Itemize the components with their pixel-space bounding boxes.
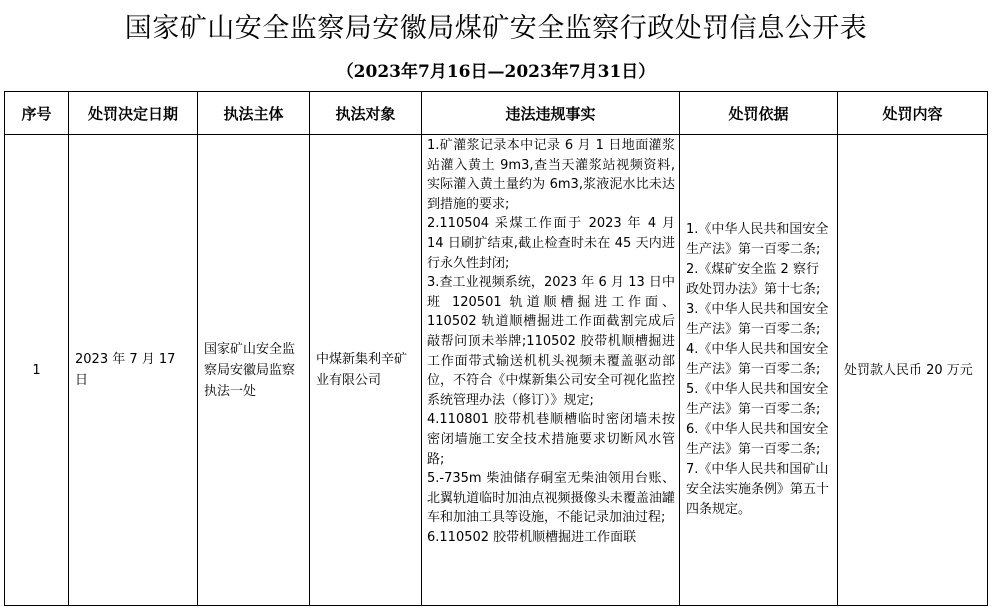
fact-item-6: 6.110502 胶带机顺槽掘进工作面联 <box>427 529 637 545</box>
facts-list <box>427 136 675 547</box>
header-penalty: 处罚内容 <box>838 92 988 135</box>
row-enforcement-body: 国家矿山安全监察局安徽局监察执法一处 <box>198 135 310 606</box>
basis-item-6: 6.《中华人民共和国安全生产法》第一百零二条; <box>686 422 829 457</box>
basis-item-3: 3.《中华人民共和国安全生产法》第一百零二条; <box>686 302 829 337</box>
fact-item-5: 5.-735m 柴油储存硐室无柴油领用台账、北翼轨道临时加油点视频摄像头未覆盖油罐车和加油工具等设施，不能记录加油过程; <box>427 471 675 526</box>
header-index: 序号 <box>5 92 69 135</box>
row-basis-cell <box>680 135 838 606</box>
document-title: 国家矿山安全监察局安徽局煤矿安全监察行政处罚信息公开表 <box>124 13 868 44</box>
header-target: 执法对象 <box>310 92 422 135</box>
fact-item-4: 4.110801 胶带机巷顺槽临时密闭墙未按密闭墙施工安全技术措施要求切断风水管路; <box>427 412 675 467</box>
date-range: （2023年7月16日—2023年7月31日） <box>336 62 656 82</box>
basis-list <box>680 220 837 520</box>
table-row <box>5 135 988 606</box>
basis-item-7: 7.《中华人民共和国矿山安全法实施条例》第五十四条规定。 <box>686 462 830 517</box>
basis-item-2: 2.《煤矿安全监 2 察行政处罚办法》第十七条; <box>686 262 821 297</box>
basis-item-4: 4.《中华人民共和国安全生产法》第一百零二条; <box>686 342 829 377</box>
fact-item-3: 3.查工业视频系统，2023 年 6 月 13 日中班 120501 轨道顺槽掘进工作面、110502 轨道顺槽掘进工作面截割完成后敲帮问顶未举牌;110502 胶带机顺槽掘进工作面带式输送机机头视频未覆盖驱动部位，不符合《中煤新集公司安全可视化监控系统管理办法（修订）》规定; <box>427 275 675 408</box>
header-basis: 处罚依据 <box>680 92 838 135</box>
basis-item-5: 5.《中华人民共和国安全生产法》第一百零二条; <box>686 382 829 417</box>
header-decision-date: 处罚决定日期 <box>69 92 198 135</box>
penalty-table <box>4 91 988 606</box>
header-facts: 违法违规事实 <box>422 92 680 135</box>
row-index: 1 <box>5 135 69 606</box>
row-decision-date: 2023 年 7 月 17 日 <box>69 135 198 606</box>
fact-item-1: 1.矿灌浆记录本中记录 6 月 1 日地面灌浆站灌入黄土 9m3,查当天灌浆站视频资料,实际灌入黄土量约为 6m3,浆液泥水比未达到措施的要求; <box>427 138 675 212</box>
row-penalty: 处罚款人民币 20 万元 <box>838 135 988 606</box>
fact-item-2: 2.110504 采煤工作面于 2023 年 4 月 14 日刷扩结束,截止检查时未在 45 天内进行永久性封闭; <box>427 216 675 271</box>
table-header-row <box>5 92 988 135</box>
row-facts-cell <box>422 135 680 606</box>
row-target: 中煤新集利辛矿业有限公司 <box>310 135 422 606</box>
header-enforcement-body: 执法主体 <box>198 92 310 135</box>
basis-item-1: 1.《中华人民共和国安全生产法》第一百零二条; <box>686 222 829 257</box>
